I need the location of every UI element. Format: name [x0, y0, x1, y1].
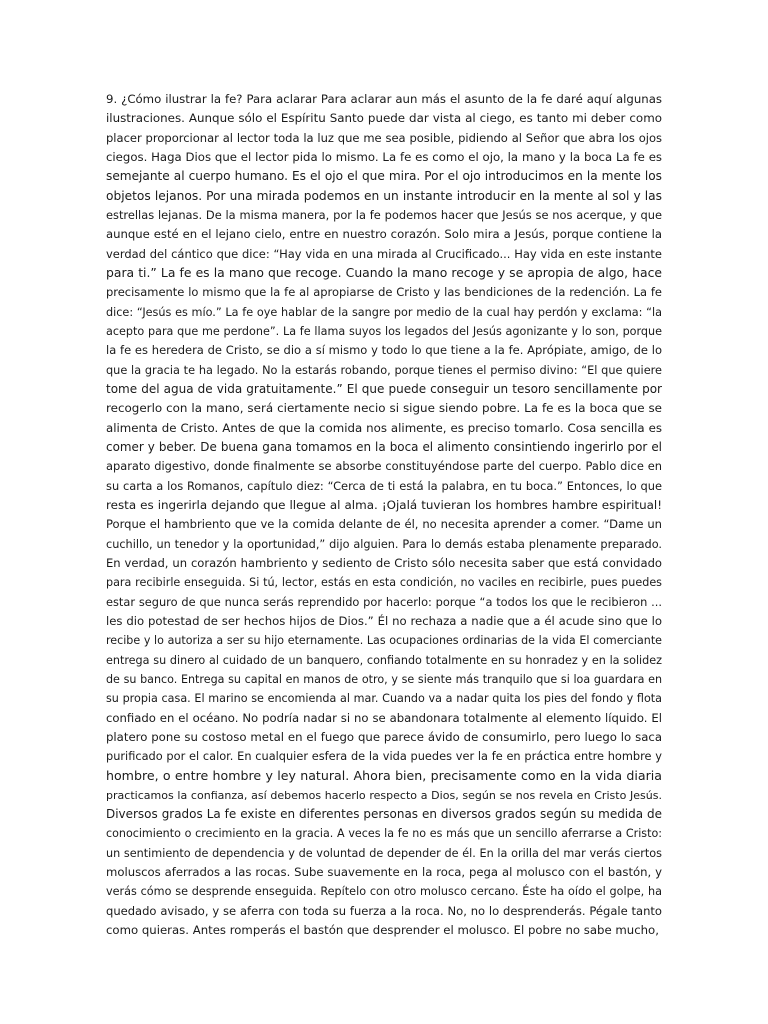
- text-line: hombre, o entre hombre y ley natural. Ahora bien, precisamente como en la vida diaria: [106, 768, 662, 784]
- text-line: verdad del cántico que dice: “Hay vida en una mirada al Crucificado... Hay vida en este instante: [106, 246, 662, 261]
- text-line: objetos lejanos. Por una mirada podemos en un instante introducir en la mente al sol y las: [106, 188, 662, 203]
- text-line: tome del agua de vida gratuitamente.” El que puede conseguir un tesoro sencillamente por: [106, 381, 662, 396]
- text-line: semejante al cuerpo humano. Es el ojo el que mira. Por el ojo introducimos en la mente los: [106, 169, 662, 184]
- text-line: conocimiento o crecimiento en la gracia. A veces la fe no es más que un sencillo aferrarse a Cristo:: [106, 827, 662, 841]
- text-line: dice: “Jesús es mío.” La fe oye hablar de la sangre por medio de la cual hay perdón y exclama: “la: [106, 305, 662, 319]
- text-line: alimenta de Cristo. Antes de que la comida nos alimente, es preciso tomarlo. Cosa sencilla es: [106, 420, 662, 435]
- text-line: En verdad, un corazón hambriento y sediento de Cristo sólo necesita saber que está convidado: [106, 555, 662, 570]
- text-line: su carta a los Romanos, capítulo diez: “Cerca de ti está la palabra, en tu boca.” Entonces, lo que: [106, 478, 662, 493]
- text-line: que la gracia te ha legado. No la estarás robando, porque tienes el permiso divino: “El que quiere: [106, 363, 662, 377]
- text-line: practicamos la confianza, así debemos hacerlo respecto a Dios, según se nos revela en Cristo Jesús.: [106, 788, 662, 802]
- text-line: confiado en el océano. No podría nadar si no se abandonara totalmente al elemento líquido. El: [106, 710, 662, 725]
- text-line: les dio potestad de ser hechos hijos de Dios.” Él no rechaza a nadie que a él acude sino que lo: [106, 613, 662, 628]
- text-line: quedado avisado, y se aferra con toda su fuerza a la roca. No, no lo desprenderás. Pégale tanto: [106, 903, 662, 918]
- text-line: ilustraciones. Aunque sólo el Espíritu Santo puede dar vista al ciego, es tanto mi deber como: [106, 111, 662, 126]
- text-line: 9. ¿Cómo ilustrar la fe? Para aclarar Para aclarar aun más el asunto de la fe daré aquí algunas: [106, 92, 662, 106]
- text-line: acepto para que me perdone”. La fe llama suyos los legados del Jesús agonizante y lo son, porque: [106, 324, 662, 338]
- text-line: cuchillo, un tenedor y la oportunidad,” dijo alguien. Para lo demás estaba plenamente preparado.: [106, 537, 662, 551]
- text-line: aparato digestivo, donde finalmente se absorbe constituyéndose parte del cuerpo. Pablo dice en: [106, 459, 662, 474]
- text-line: comer y beber. De buena gana tomamos en la boca el alimento consintiendo ingerirlo por el: [106, 439, 662, 454]
- text-line: placer proporcionar al lector toda la luz que me sea posible, pidiendo al Señor que abra los ojos: [106, 130, 662, 145]
- text-line: precisamente lo mismo que la fe al apropiarse de Cristo y las bendiciones de la redención. La fe: [106, 285, 662, 300]
- text-line: moluscos aferrados a las rocas. Sube suavemente en la roca, pega al molusco con el bastón, y: [106, 865, 662, 880]
- text-line: su propia casa. El marino se encomienda al mar. Cuando va a nadar quita los pies del fondo y flota: [106, 692, 662, 706]
- text-line: de su banco. Entrega su capital en manos de otro, y se siente más tranquilo que si loa guardara en: [106, 672, 662, 686]
- text-line: recibe y lo autoriza a ser su hijo eternamente. Las ocupaciones ordinarias de la vida El comerciante: [106, 634, 662, 648]
- text-line: verás cómo se desprende enseguida. Repítelo con otro molusco cercano. Éste ha oído el golpe, ha: [106, 885, 662, 899]
- text-line: un sentimiento de dependencia y de voluntad de depender de él. En la orilla del mar verás ciertos: [106, 846, 662, 860]
- text-line: recogerlo con la mano, será ciertamente necio si sigue siendo pobre. La fe es la boca que se: [106, 401, 662, 416]
- text-line: resta es ingerirla dejando que llegue al alma. ¡Ojalá tuvieran los hombres hambre espiritual!: [106, 497, 662, 512]
- text-line: entrega su dinero al cuidado de un banquero, confiando totalmente en su honradez y en la solidez: [106, 653, 662, 667]
- text-line: para ti.” La fe es la mano que recoge. Cuando la mano recoge y se apropia de algo, hace: [106, 265, 662, 280]
- text-line: ciegos. Haga Dios que el lector pida lo mismo. La fe es como el ojo, la mano y la boca La fe es: [106, 149, 662, 164]
- text-line: para recibirle enseguida. Si tú, lector, estás en esta condición, no vaciles en recibirle, pues puedes: [106, 576, 662, 590]
- text-line: aunque esté en el lejano cielo, entre en nuestro corazón. Solo mira a Jesús, porque contiene la: [106, 227, 662, 242]
- body-paragraph: [106, 90, 662, 940]
- text-line: purificado por el calor. En cualquier esfera de la vida puedes ver la fe en práctica entre hombre y: [106, 749, 662, 764]
- text-line: como quieras. Antes romperás el bastón que desprender el molusco. El pobre no sabe mucho,: [106, 923, 659, 938]
- text-line: platero pone su costoso metal en el fuego que parece ávido de consumirlo, pero luego lo saca: [106, 729, 662, 744]
- text-line: estrellas lejanas. De la misma manera, por la fe podemos hacer que Jesús se nos acerque, y que: [106, 207, 662, 222]
- text-line: Porque el hambriento que ve la comida delante de él, no necesita aprender a comer. “Dame un: [106, 517, 662, 532]
- text-line: Diversos grados La fe existe en diferentes personas en diversos grados según su medida de: [106, 807, 662, 822]
- text-line: estar seguro de que nunca serás reprendido por hacerlo: porque “a todos los que le recibieron ...: [106, 594, 662, 609]
- text-line: la fe es heredera de Cristo, se dio a sí mismo y todo lo que tiene a la fe. Aprópiate, amigo, de lo: [106, 343, 662, 358]
